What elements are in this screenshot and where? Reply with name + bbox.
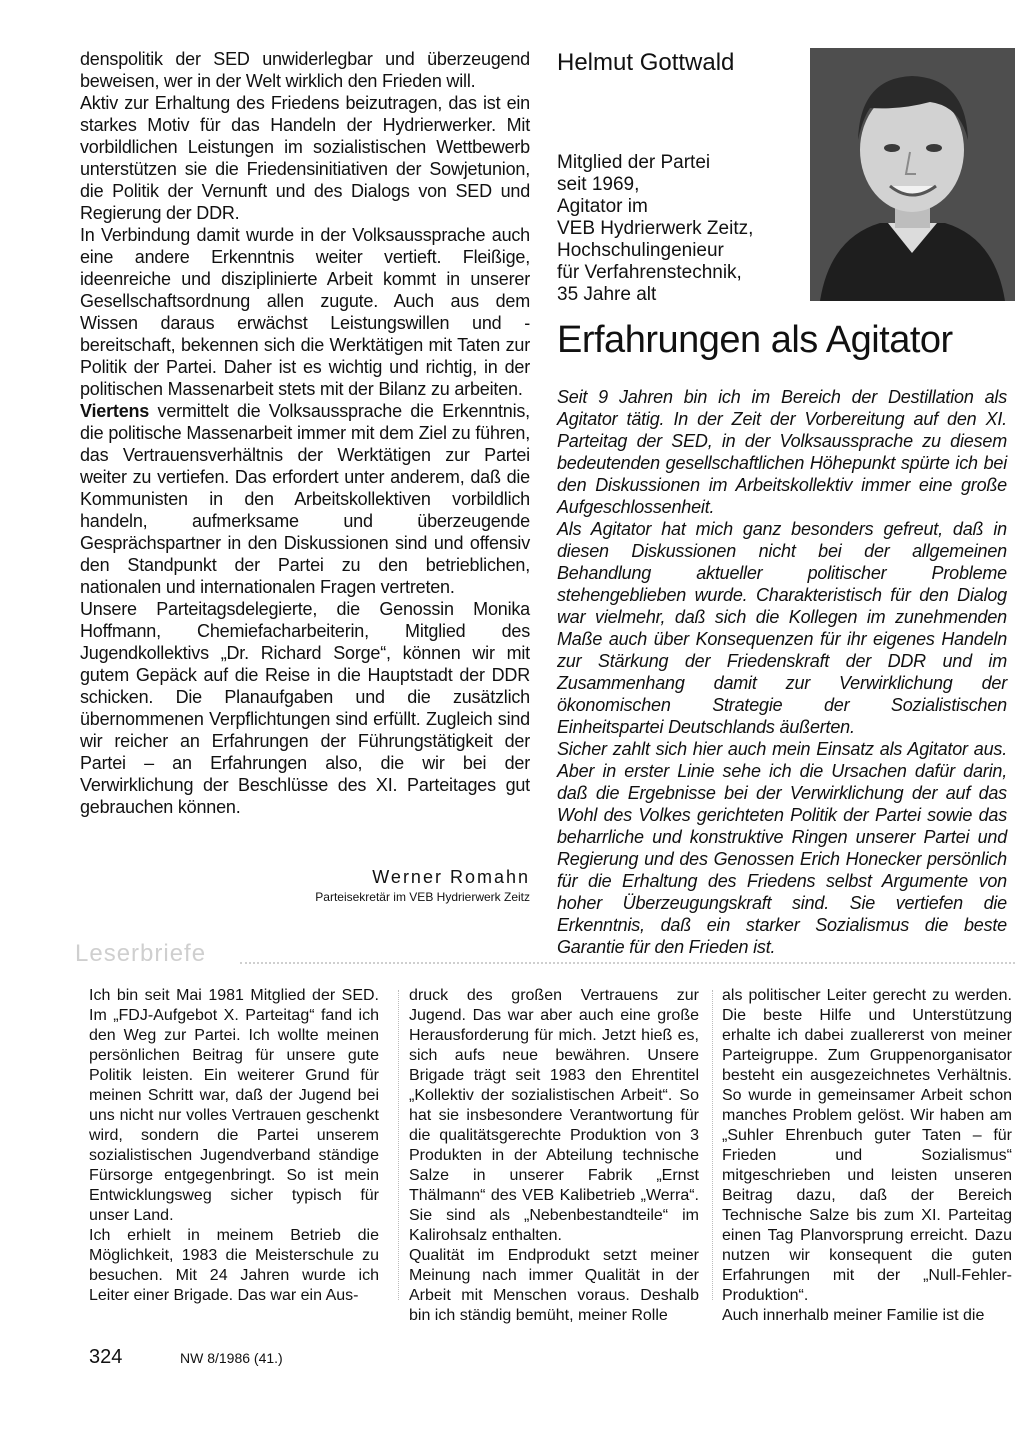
bio-line: Mitglied der Partei: [557, 152, 711, 173]
bio-line: Agitator im: [557, 196, 648, 217]
paragraph: Auch innerhalb meiner Familie ist die: [722, 1307, 985, 1324]
signature-role: Parteisekretär im VEB Hydrierwerk Zeitz: [315, 890, 530, 904]
left-article-column: [80, 48, 530, 818]
paragraph: Sicher zahlt sich hier auch mein Einsatz als Agitator aus. Aber in erster Linie sehe ich die Ursachen dafür darin, daß die Ergebnisse bei der Verwirklichung der auf das Wohl des Volkes gerichteten Politik der Partei sowie das beharrliche und konstruktive Ringen unserer Partei und Regierung und des Genossen Erich Honecker persönlich für die Erhaltung des Friedens selbst Argumente von hoher Überzeugungskraft sind. Sie vertiefen die Erkenntnis, daß ein starker Sozialismus die beste Garantie für den Frieden ist.: [557, 739, 1007, 957]
paragraph-text: In Verbindung damit wurde in der Volksaussprache auch eine andere Erkenntnis weiter vertieft. Fleißige, ideenreiche und disziplinierte Arbeit kommt in unserer Gesellschaftsordnung allen zugute. Auch aus dem Wissen daraus erwächst Leistungswillen und -bereitschaft, bekennen sich die Werktätigen mit Taten zur Politik der Partei. Daher ist es wichtig und richtig, in der politischen Massenarbeit stets mit der Bilanz zu arbeiten.: [80, 225, 530, 399]
section-label-letters: Leserbriefe: [75, 940, 207, 967]
bio-line: für Verfahrenstechnik,: [557, 262, 742, 283]
paragraph: [80, 400, 530, 598]
author-portrait-photo: [810, 48, 1015, 301]
paragraph: Ich erhielt in meinem Betrieb die Möglichkeit, 1983 die Meisterschule zu besuchen. Mit 24 Jahren wurde ich Leiter einer Brigade. Das war ein Aus-: [89, 1227, 379, 1304]
issue-reference: NW 8/1986 (41.): [180, 1350, 283, 1366]
section-divider: [240, 962, 1015, 964]
paragraph: druck des großen Vertrauens zur Jugend. Das war aber auch eine große Herausforderung für mich. Jetzt hieß es, sich aufs neue bewähren. Unsere Brigade trägt seit 1983 den Ehrentitel „Kollektiv der sozialistischen Arbeit“. So hat sie insbesondere Verantwortung für die qualitätsgerechte Produktion von 3 Produkten in der Abteilung technische Salze in unserer Fabrik „Ernst Thälmann“ des VEB Kalibetrieb „Werra“. Sie sind als „Nebenbestandteile“ im Kalirohsalz enthalten.: [409, 987, 699, 1244]
letter-column-1: [89, 986, 379, 1306]
letter-column-3: [722, 986, 1012, 1326]
paragraph-text: Aktiv zur Erhaltung des Friedens beizutragen, das ist ein starkes Motiv für das Handeln der Hydrierwerker. Mit vorbildlichen Leistungen im sozialistischen Wettbewerb unterstützen sie die Friedensinitiativen der Sowjetunion, die Politik der Vernunft und des Dialogs von SED und Regierung der DDR.: [80, 93, 530, 223]
paragraph: als politischer Leiter gerecht zu werden. Die beste Hilfe und Unterstützung erhalte ich dabei zuallererst von meiner Parteigruppe. Zum Gruppenorganisator besteht ein ausgezeichnetes Verhältnis. So wurde in gemeinsamer Arbeit schon manches Problem gelöst. Wir haben am „Suhler Ehrenbuch guter Taten – für Frieden und Sozialismus“ mitgeschrieben und leisten unseren Beitrag dazu, daß der Bereich Technische Salze bis zum XI. Parteitag einen Tag Planvorsprung erreicht. Dazu nutzen wir konsequent die guten Erfahrungen mit der „Null-Fehler-Produktion“.: [722, 987, 1012, 1304]
bio-line: 35 Jahre alt: [557, 284, 657, 305]
portrait-illustration: [810, 48, 1015, 301]
paragraph: [80, 92, 530, 224]
paragraph: Ich bin seit Mai 1981 Mitglied der SED. Im „FDJ-Aufgebot X. Parteitag“ fand ich den Weg zur Partei. Ich wollte meinen persönlichen Beitrag für unsere gute Politik leisten. Ein weiterer Grund für meinen Schritt war, daß der Jugend bei uns nicht nur volles Vertrauen geschenkt wird, sondern die Partei unserem sozialistischen Jugendverband ständige Fürsorge entgegenbringt. So ist mein Entwicklungsweg sicher typisch für unser Land.: [89, 987, 379, 1224]
column-divider: [398, 990, 399, 1300]
paragraph-lead-word: Viertens: [80, 401, 150, 421]
paragraph-text: Unsere Parteitagsdelegierte, die Genossin Monika Hoffmann, Chemiefacharbeiterin, Mitglied des Jugendkollektivs „Dr. Richard Sorge“, können wir mit gutem Gepäck auf die Reise in die Hauptstadt der DDR schicken. Die Planaufgaben und die zusätzlich übernommenen Verpflichtungen sind erfüllt. Zugleich sind wir reicher an Erfahrungen der Führungstätigkeit der Partei – an Erfahrungen also, die wir bei der Verwirklichung der Beschlüsse des XI. Parteitages gut gebrauchen können.: [80, 599, 530, 817]
bio-line: VEB Hydrierwerk Zeitz,: [557, 218, 754, 239]
bio-line: Hochschulingenieur: [557, 240, 724, 261]
bio-line: seit 1969,: [557, 174, 640, 195]
paragraph: [80, 48, 530, 92]
paragraph-text: vermittelt die Volksaussprache die Erkenntnis, die politische Massenarbeit immer mit dem Ziel zu führen, das Vertrauensverhältnis der Werktätigen zur Partei weiter zu vertiefen. Das erfordert unter anderem, daß die Kommunisten in den Arbeitskollektiven vorbildlich handeln, aufmerksame und überzeugende Gesprächspartner in den Diskussionen sind und offensiv den Standpunkt der Partei zu den betrieblichen, nationalen und internationalen Fragen vertreten.: [80, 401, 530, 597]
signature-name: Werner Romahn: [372, 867, 530, 887]
letter-column-2: [409, 986, 699, 1326]
author-bio: [557, 152, 807, 306]
paragraph: Seit 9 Jahren bin ich im Bereich der Destillation als Agitator tätig. In der Zeit der Vorbereitung auf den XI. Parteitag der SED, in der Volksaussprache zu diesem bedeutenden gesellschaftlichen Höhepunkt spürte ich bei den Diskussionen im Arbeitskollektiv immer eine große Aufgeschlossenheit.: [557, 387, 1007, 517]
paragraph-text: denspolitik der SED unwiderlegbar und überzeugend beweisen, wer in der Welt wirklich den Frieden will.: [80, 49, 530, 91]
paragraph: [80, 598, 530, 818]
paragraph: [80, 224, 530, 400]
right-article-body: [557, 386, 1007, 958]
article-headline: Erfahrungen als Agitator: [557, 319, 953, 361]
paragraph: Als Agitator hat mich ganz besonders gefreut, daß in diesen Diskussionen nicht bei der allgemeinen Behandlung aktueller politischer Probleme stehengeblieben wurde. Charakteristisch für den Dialog war vielmehr, daß sich die Kollegen im zunehmenden Maße auch über Konsequenzen für ihr eigenes Handeln zur Stärkung der Friedenskraft der DDR und im Zusammenhang damit zur Verwirklichung der ökonomischen Strategie der Sozialistischen Einheitspartei Deutschlands äußerten.: [557, 519, 1007, 737]
author-name: Helmut Gottwald: [557, 49, 735, 76]
page-number: 324: [89, 1346, 123, 1368]
column-divider: [712, 990, 713, 1300]
paragraph: Qualität im Endprodukt setzt meiner Meinung nach immer Qualität in der Arbeit mit Menschen voraus. Deshalb bin ich ständig bemüht, meiner Rolle: [409, 1247, 699, 1324]
